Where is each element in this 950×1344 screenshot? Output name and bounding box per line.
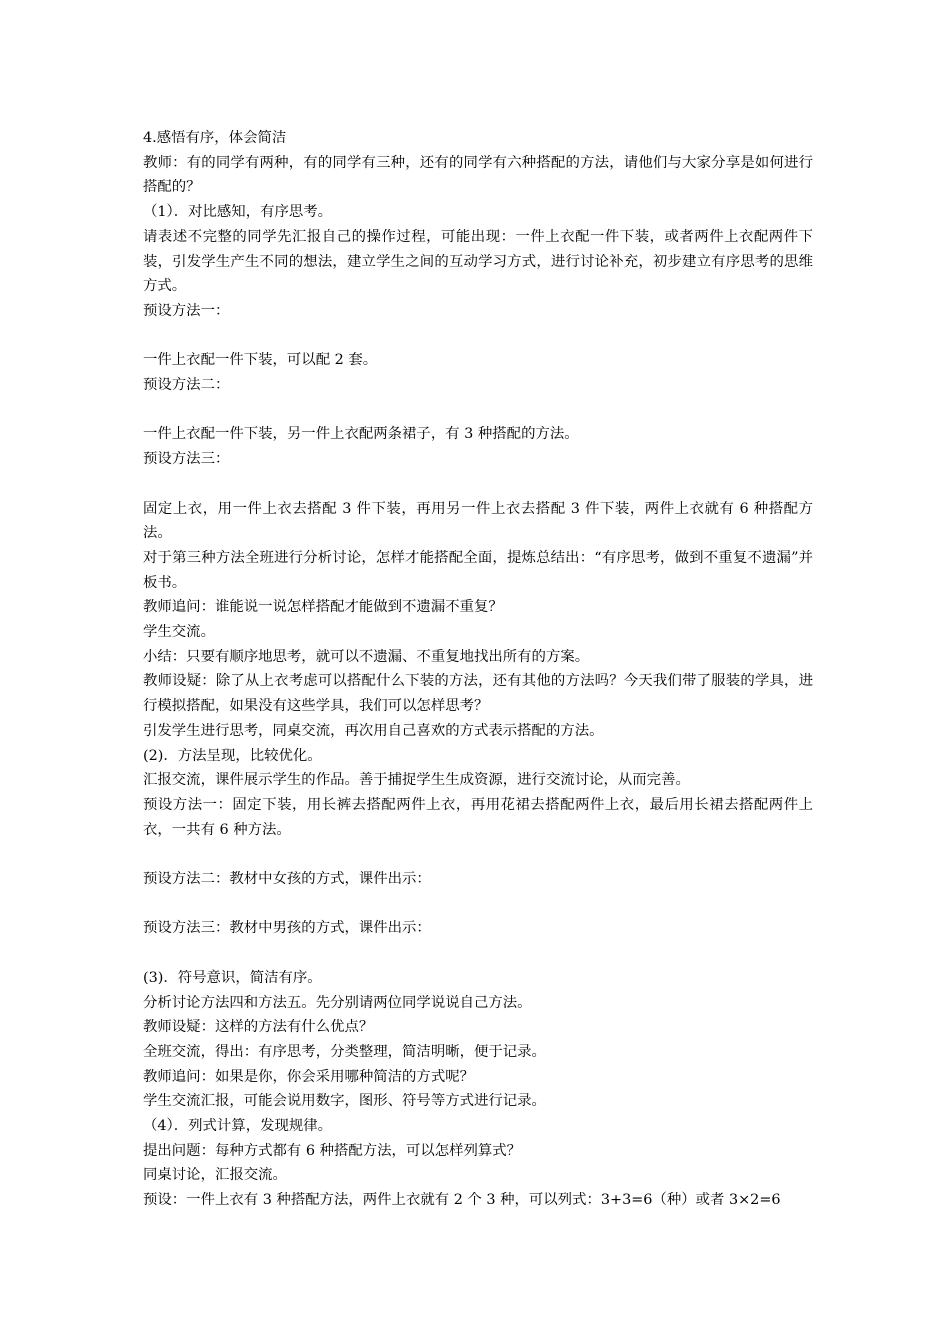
paragraph: 预设方法二：教材中女孩的方式，课件出示： xyxy=(143,871,431,888)
paragraph: 引发学生进行思考，同桌交流，再次用自己喜欢的方式表示搭配的方法。 xyxy=(143,722,604,739)
paragraph: 分析讨论方法四和方法五。先分别请两位同学说说自己方法。 xyxy=(143,994,532,1011)
paragraph: 预设方法一： xyxy=(143,302,230,319)
subsection-heading-4: （4）．列式计算，发现规律。 xyxy=(143,1118,333,1135)
paragraph: 教师追问：谁能说一说怎样搭配才能做到不遗漏不重复？ xyxy=(143,599,503,616)
paragraph: 一件上衣配一件下装，另一件上衣配两条裙子，有 3 种搭配的方法。 xyxy=(143,426,579,443)
paragraph: 固定上衣，用一件上衣去搭配 3 件下装，再用另一件上衣去搭配 3 件下装，两件上衣就有 6 种搭配方法。 xyxy=(143,500,813,542)
paragraph: 教师追问：如果是你，你会采用哪种简洁的方式呢？ xyxy=(143,1068,474,1085)
paragraph: 一件上衣配一件下装，可以配 2 套。 xyxy=(143,352,378,369)
paragraph: 学生交流汇报，可能会说用数字，图形、符号等方式进行记录。 xyxy=(143,1093,546,1110)
paragraph: 教师设疑：这样的方法有什么优点？ xyxy=(143,1019,374,1036)
paragraph: 对于第三种方法全班进行分析讨论，怎样才能搭配全面，提炼总结出：“有序思考，做到不重复不遗漏”并板书。 xyxy=(143,549,813,591)
paragraph: 同桌讨论，汇报交流。 xyxy=(143,1167,287,1184)
subsection-heading-3: (3)．符号意识，简洁有序。 xyxy=(143,969,322,986)
paragraph: 提出问题：每种方式都有 6 种搭配方法，可以怎样列算式？ xyxy=(143,1142,522,1159)
paragraph: 预设：一件上衣有 3 种搭配方法，两件上衣就有 2 个 3 种，可以列式：3+3=6（种）或者 3×2=6 xyxy=(143,1192,781,1209)
document-body xyxy=(143,126,813,1213)
paragraph-teacher-question: 教师：有的同学有两种，有的同学有三种，还有的同学有六种搭配的方法，请他们与大家分享是如何进行搭配的？ xyxy=(143,154,813,196)
blank-line xyxy=(143,472,813,497)
blank-line xyxy=(143,842,813,867)
paragraph: 预设方法一：固定下装，用长裤去搭配两件上衣，再用花裙去搭配两件上衣，最后用长裙去搭配两件上衣，一共有 6 种方法。 xyxy=(143,796,813,838)
paragraph: 小结：只要有顺序地思考，就可以不遗漏、不重复地找出所有的方案。 xyxy=(143,648,590,665)
paragraph: 预设方法三：教材中男孩的方式，课件出示： xyxy=(143,920,431,937)
paragraph: 请表述不完整的同学先汇报自己的操作过程，可能出现：一件上衣配一件下装，或者两件上衣配两件下装，引发学生产生不同的想法，建立学生之间的互动学习方式，进行讨论补充，初步建立有序思考的思维方式。 xyxy=(143,228,813,295)
subsection-heading-1: （1）．对比感知，有序思考。 xyxy=(143,204,333,221)
paragraph: 学生交流。 xyxy=(143,624,215,641)
paragraph: 教师设疑：除了从上衣考虑可以搭配什么下装的方法，还有其他的方法吗？今天我们带了服装的学具，进行模拟搭配，如果没有这些学具，我们可以怎样思考？ xyxy=(143,673,813,715)
subsection-heading-2: (2)．方法呈现，比较优化。 xyxy=(143,747,322,764)
blank-line xyxy=(143,941,813,966)
blank-line xyxy=(143,324,813,349)
blank-line xyxy=(143,892,813,917)
paragraph: 汇报交流，课件展示学生的作品。善于捕捉学生生成资源，进行交流讨论，从而完善。 xyxy=(143,772,690,789)
paragraph: 预设方法三： xyxy=(143,451,230,468)
paragraph: 预设方法二： xyxy=(143,377,230,394)
blank-line xyxy=(143,398,813,423)
section-heading: 4.感悟有序，体会简洁 xyxy=(143,130,287,146)
paragraph: 全班交流，得出：有序思考，分类整理，简洁明晰，便于记录。 xyxy=(143,1043,546,1060)
